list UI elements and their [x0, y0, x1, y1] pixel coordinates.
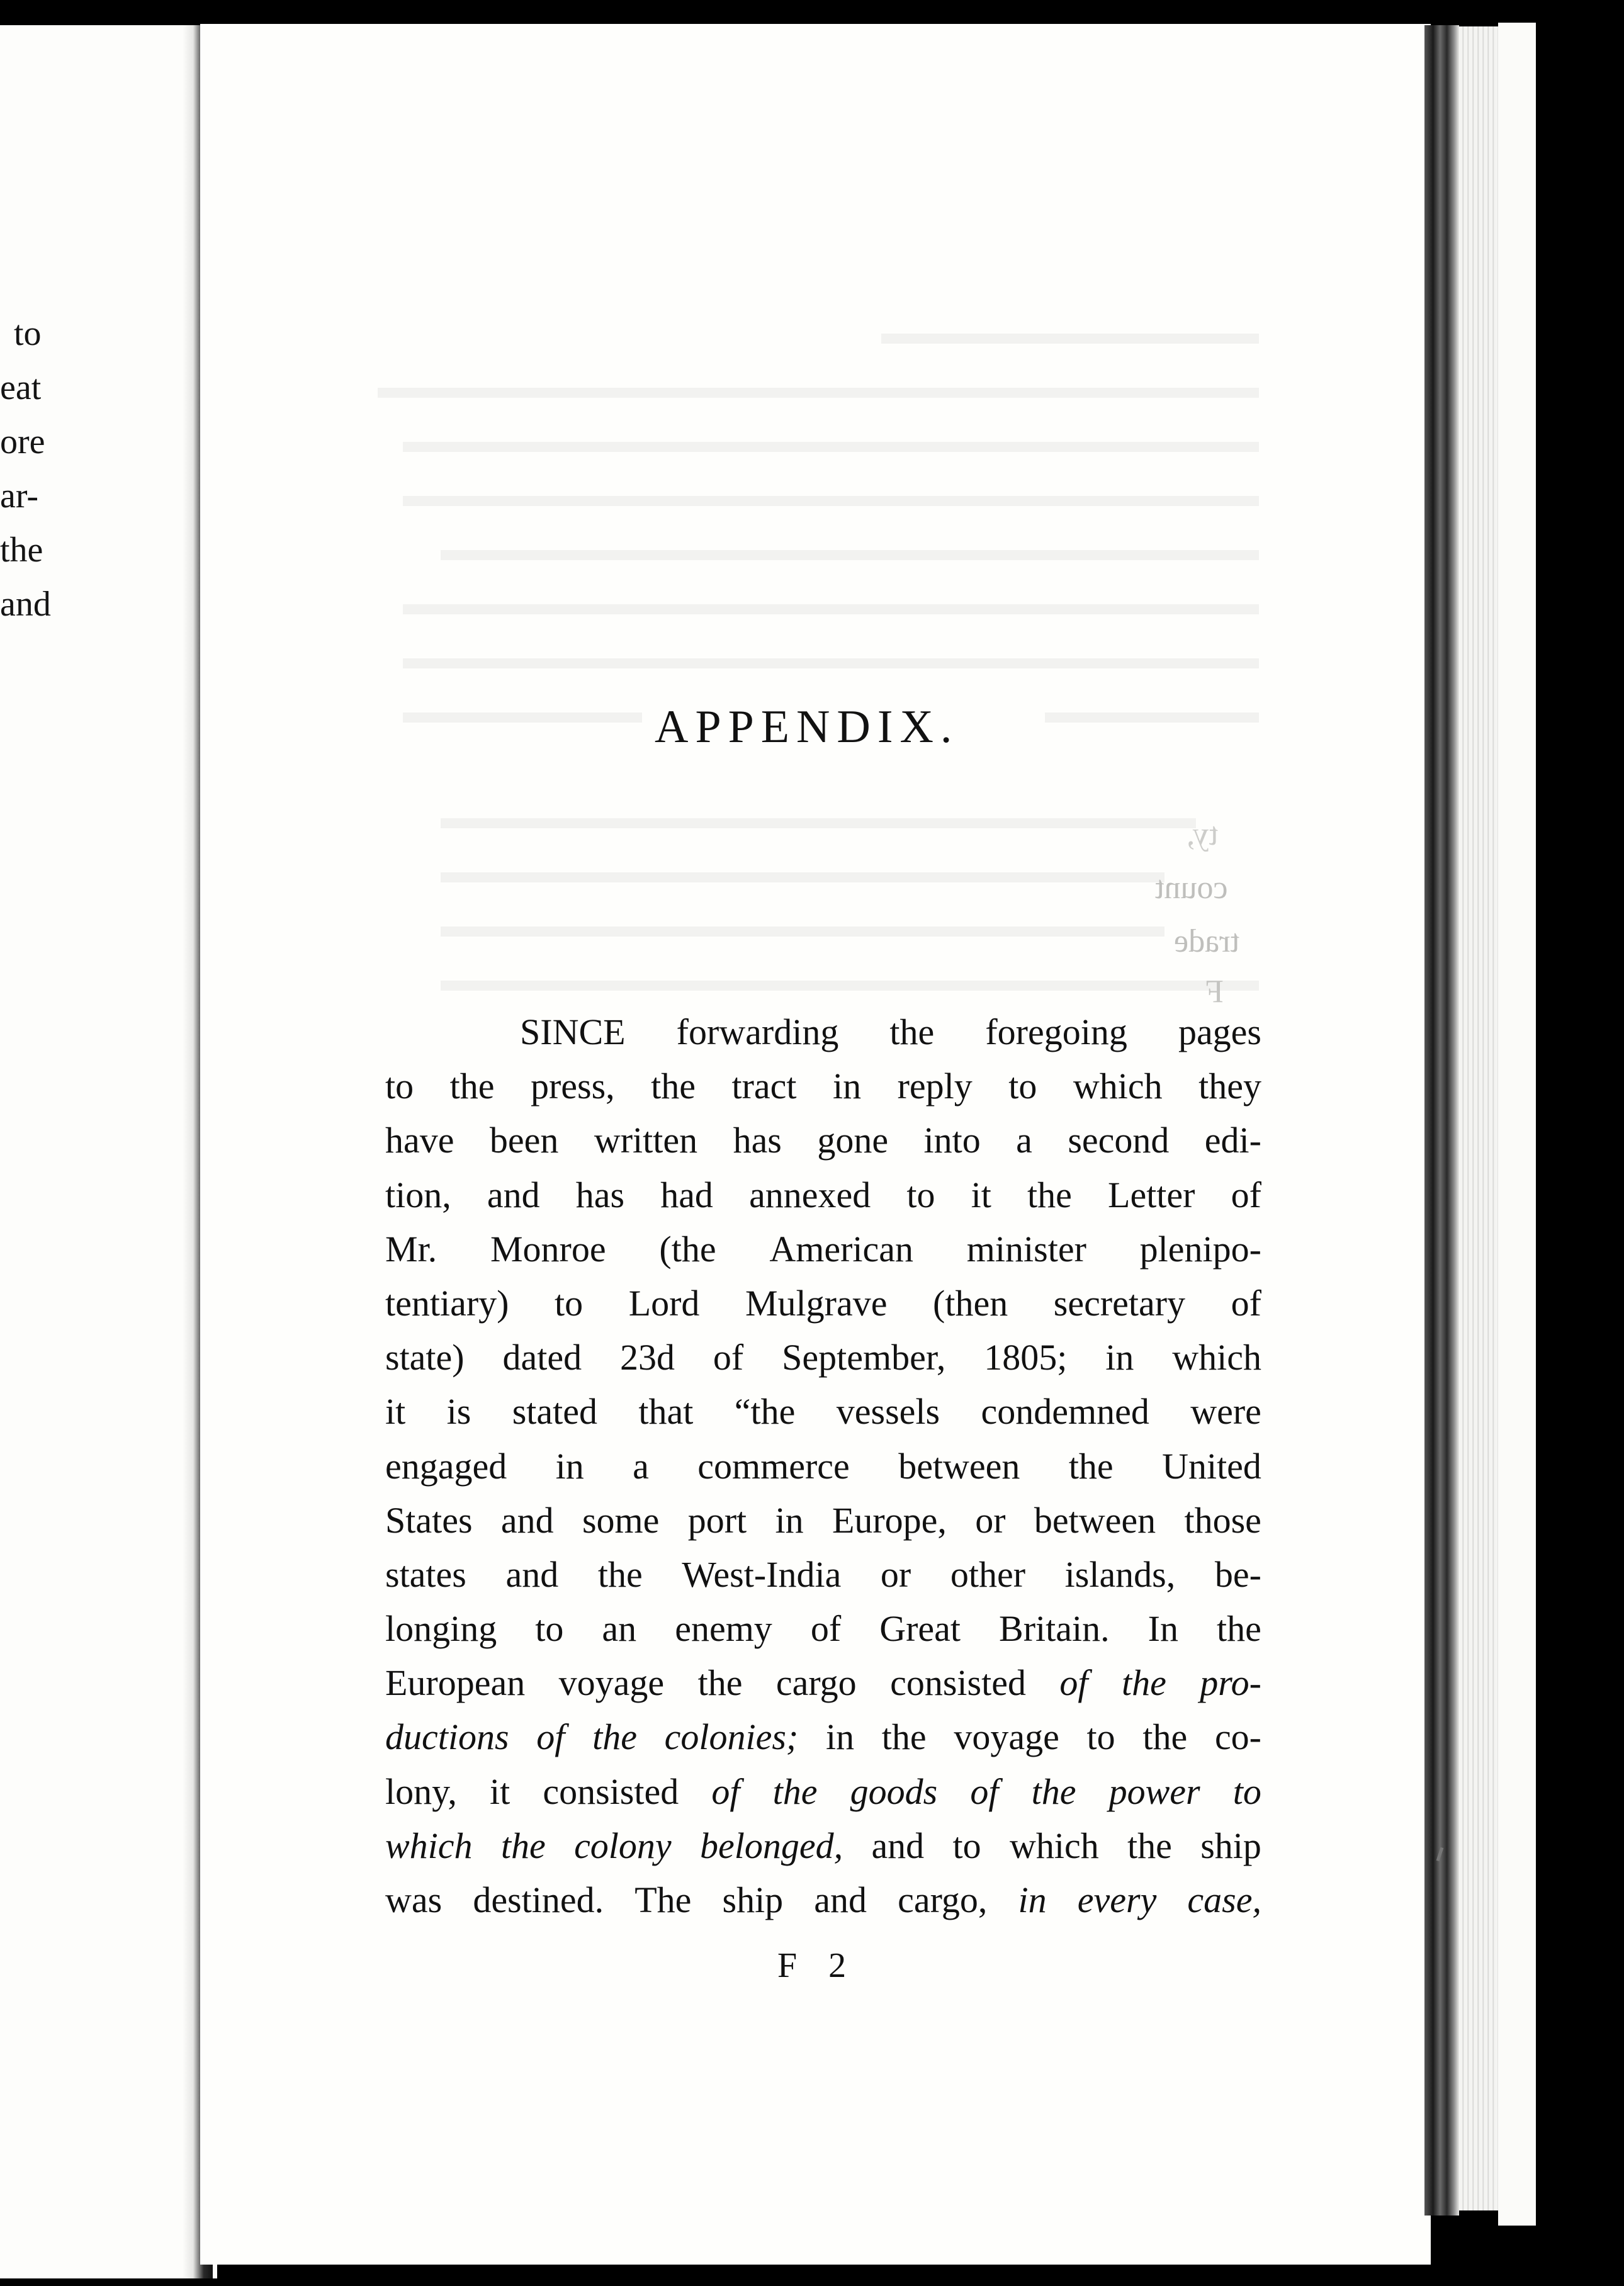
- word: pages: [1178, 1011, 1261, 1052]
- left-page-fragment: eat: [0, 368, 42, 407]
- word: and: [871, 1825, 925, 1866]
- word: consisted: [890, 1662, 1026, 1704]
- word: which: [1073, 1066, 1163, 1107]
- signature-mark: F 2: [777, 1946, 858, 1985]
- word: of: [810, 1608, 842, 1650]
- word: written: [594, 1120, 698, 1161]
- word: to: [555, 1282, 584, 1324]
- word: in: [825, 1716, 855, 1758]
- word: they: [1198, 1066, 1261, 1107]
- word: it: [971, 1174, 991, 1215]
- word: lony,: [385, 1771, 457, 1812]
- word: of: [970, 1771, 999, 1812]
- word: longing: [385, 1608, 497, 1650]
- word: SINCE: [520, 1011, 626, 1052]
- bleed-through-line: [441, 981, 1259, 991]
- word: between: [1034, 1499, 1156, 1541]
- word: the: [1217, 1608, 1261, 1650]
- word: or: [975, 1499, 1006, 1541]
- word: that: [638, 1391, 694, 1433]
- word: In: [1148, 1608, 1178, 1650]
- word: annexed: [749, 1174, 871, 1215]
- word: American: [769, 1228, 914, 1270]
- word: co-: [1214, 1716, 1261, 1758]
- bleed-through-glyph: ty,: [1187, 816, 1219, 852]
- word: in: [1018, 1879, 1047, 1920]
- word: of: [711, 1771, 740, 1812]
- bleed-through-line: [403, 604, 1259, 614]
- bleed-through-line: [441, 926, 1164, 937]
- word: The: [634, 1879, 692, 1920]
- word: has: [733, 1120, 782, 1161]
- word: Europe,: [832, 1499, 947, 1541]
- word: “the: [734, 1391, 796, 1433]
- word: ductions: [385, 1716, 509, 1758]
- word: of: [1231, 1174, 1261, 1215]
- word: vessels: [836, 1391, 940, 1433]
- word: in: [775, 1499, 804, 1541]
- word: and: [500, 1499, 554, 1541]
- word: the: [449, 1066, 495, 1107]
- word: every: [1077, 1879, 1157, 1920]
- word: which: [1009, 1825, 1099, 1866]
- word: other: [950, 1553, 1026, 1595]
- word: ship: [1200, 1825, 1261, 1866]
- word: is: [446, 1391, 471, 1433]
- word: case,: [1187, 1879, 1261, 1920]
- word: cargo: [775, 1662, 857, 1704]
- bleed-through-line: [378, 388, 1259, 398]
- word: it: [490, 1771, 510, 1812]
- word: minister: [966, 1228, 1086, 1270]
- word: engaged: [385, 1445, 507, 1487]
- word: condemned: [981, 1391, 1149, 1433]
- word: Letter: [1108, 1174, 1195, 1215]
- text-line: [385, 1819, 1261, 1873]
- word: forwarding: [676, 1011, 839, 1052]
- text-line: [385, 1222, 1261, 1276]
- word: (the: [659, 1228, 716, 1270]
- word: Mr.: [385, 1228, 437, 1270]
- bleed-through-line: [403, 712, 642, 723]
- word: the: [1031, 1771, 1076, 1812]
- word: cargo,: [898, 1879, 988, 1920]
- word: the: [881, 1716, 927, 1758]
- word: been: [489, 1120, 559, 1161]
- word: be-: [1214, 1553, 1261, 1595]
- word: to: [535, 1608, 564, 1650]
- word: in: [833, 1066, 862, 1107]
- word: tract: [731, 1066, 797, 1107]
- word: power: [1108, 1771, 1200, 1812]
- word: West-India: [682, 1553, 842, 1595]
- page-stack-edge: [1459, 26, 1498, 2210]
- word: to: [385, 1066, 414, 1107]
- word: second: [1068, 1120, 1170, 1161]
- left-page-fragment: ore: [0, 422, 45, 461]
- word: into: [923, 1120, 981, 1161]
- word: have: [385, 1120, 454, 1161]
- bleed-through-line: [441, 818, 1196, 828]
- word: 1805;: [984, 1337, 1068, 1378]
- word: which: [1172, 1337, 1261, 1378]
- word: the: [889, 1011, 935, 1052]
- text-line: [385, 1494, 1261, 1548]
- text-line: [385, 1005, 1261, 1059]
- word: the: [1142, 1716, 1188, 1758]
- bleed-through-line: [441, 872, 1164, 882]
- word: September,: [782, 1337, 946, 1378]
- left-page-fragment: to: [14, 314, 42, 353]
- word: to: [1086, 1716, 1115, 1758]
- word: and: [814, 1879, 867, 1920]
- word: states: [385, 1553, 466, 1595]
- word: European: [385, 1662, 526, 1704]
- left-page-fragment: ar-: [0, 476, 39, 515]
- bleed-through-line: [403, 496, 1259, 506]
- bleed-through-line: [1045, 712, 1259, 723]
- word: edi-: [1204, 1120, 1261, 1161]
- word: to: [1008, 1066, 1037, 1107]
- left-page-fragment: and: [0, 585, 51, 624]
- word: Britain.: [999, 1608, 1110, 1650]
- word: of: [713, 1337, 744, 1378]
- word: 23d: [620, 1337, 675, 1378]
- word: of: [536, 1716, 565, 1758]
- bleed-through-line: [403, 442, 1259, 452]
- word: the: [597, 1553, 643, 1595]
- word: destined.: [473, 1879, 604, 1920]
- bleed-through-line: [441, 550, 1259, 560]
- word: or: [880, 1553, 911, 1595]
- word: of: [1231, 1282, 1261, 1324]
- word: press,: [530, 1066, 615, 1107]
- scan-border: [1536, 19, 1624, 2286]
- bleed-through-glyph: F: [1205, 974, 1224, 1010]
- word: an: [602, 1608, 637, 1650]
- word: to: [1232, 1771, 1261, 1812]
- word: gone: [817, 1120, 889, 1161]
- text-line: [385, 1059, 1261, 1113]
- text-line: [385, 1602, 1261, 1656]
- word: the: [500, 1825, 546, 1866]
- word: has: [575, 1174, 625, 1215]
- word: dated: [502, 1337, 582, 1378]
- word: (then: [933, 1282, 1008, 1324]
- word: tentiary): [385, 1282, 509, 1324]
- word: state): [385, 1337, 465, 1378]
- text-line: [385, 1276, 1261, 1331]
- word: in: [1105, 1337, 1134, 1378]
- text-line: [385, 1439, 1261, 1494]
- word: it: [385, 1391, 406, 1433]
- text-line: [385, 1873, 1261, 1927]
- body-paragraph: [385, 1005, 1261, 1927]
- word: voyage: [558, 1662, 665, 1704]
- word: of: [1059, 1662, 1088, 1704]
- word: islands,: [1064, 1553, 1176, 1595]
- word: the: [651, 1066, 696, 1107]
- bleed-through-line: [403, 658, 1259, 668]
- bleed-through-line: [881, 334, 1259, 344]
- word: was: [385, 1879, 443, 1920]
- word: States: [385, 1499, 473, 1541]
- text-line: [385, 1710, 1261, 1764]
- left-page-fragment: the: [0, 531, 43, 570]
- page-stack-edge: [1498, 23, 1536, 2226]
- bleed-through-glyph: count: [1155, 870, 1228, 906]
- word: in: [555, 1445, 584, 1487]
- page-heading: APPENDIX.: [655, 701, 959, 753]
- word: Great: [879, 1608, 961, 1650]
- word: pro-: [1200, 1662, 1261, 1704]
- word: enemy: [675, 1608, 772, 1650]
- word: had: [660, 1174, 713, 1215]
- word: the: [1121, 1662, 1166, 1704]
- word: to: [952, 1825, 981, 1866]
- word: the: [697, 1662, 743, 1704]
- word: colony: [574, 1825, 672, 1866]
- bleed-through-glyph: trade: [1174, 923, 1239, 959]
- word: secretary: [1053, 1282, 1186, 1324]
- page-fore-edge: [1424, 25, 1459, 2216]
- word: colonies;: [664, 1716, 799, 1758]
- word: goods: [850, 1771, 938, 1812]
- word: reply: [897, 1066, 973, 1107]
- word: plenipo-: [1139, 1228, 1261, 1270]
- word: a: [633, 1445, 649, 1487]
- word: tion,: [385, 1174, 451, 1215]
- word: Monroe: [490, 1228, 606, 1270]
- word: which: [385, 1825, 473, 1866]
- word: were: [1190, 1391, 1261, 1433]
- text-line: [385, 1548, 1261, 1602]
- word: a: [1016, 1120, 1032, 1161]
- word: to: [906, 1174, 935, 1215]
- word: the: [1068, 1445, 1114, 1487]
- word: foregoing: [985, 1011, 1127, 1052]
- word: those: [1184, 1499, 1261, 1541]
- word: consisted: [543, 1771, 679, 1812]
- word: belonged,: [700, 1825, 843, 1866]
- word: some: [582, 1499, 660, 1541]
- word: voyage: [954, 1716, 1059, 1758]
- word: Mulgrave: [745, 1282, 888, 1324]
- text-line: [385, 1765, 1261, 1819]
- word: ship: [722, 1879, 784, 1920]
- text-line: [385, 1113, 1261, 1168]
- word: the: [772, 1771, 818, 1812]
- text-line: [385, 1331, 1261, 1385]
- word: commerce: [697, 1445, 850, 1487]
- text-line: [385, 1168, 1261, 1222]
- word: the: [1027, 1174, 1072, 1215]
- word: and: [505, 1553, 559, 1595]
- text-line: [385, 1656, 1261, 1710]
- word: stated: [512, 1391, 597, 1433]
- word: the: [592, 1716, 637, 1758]
- word: Lord: [628, 1282, 700, 1324]
- word: between: [898, 1445, 1020, 1487]
- word: the: [1127, 1825, 1172, 1866]
- word: port: [687, 1499, 747, 1541]
- text-line: [385, 1385, 1261, 1439]
- word: and: [487, 1174, 540, 1215]
- word: United: [1162, 1445, 1261, 1487]
